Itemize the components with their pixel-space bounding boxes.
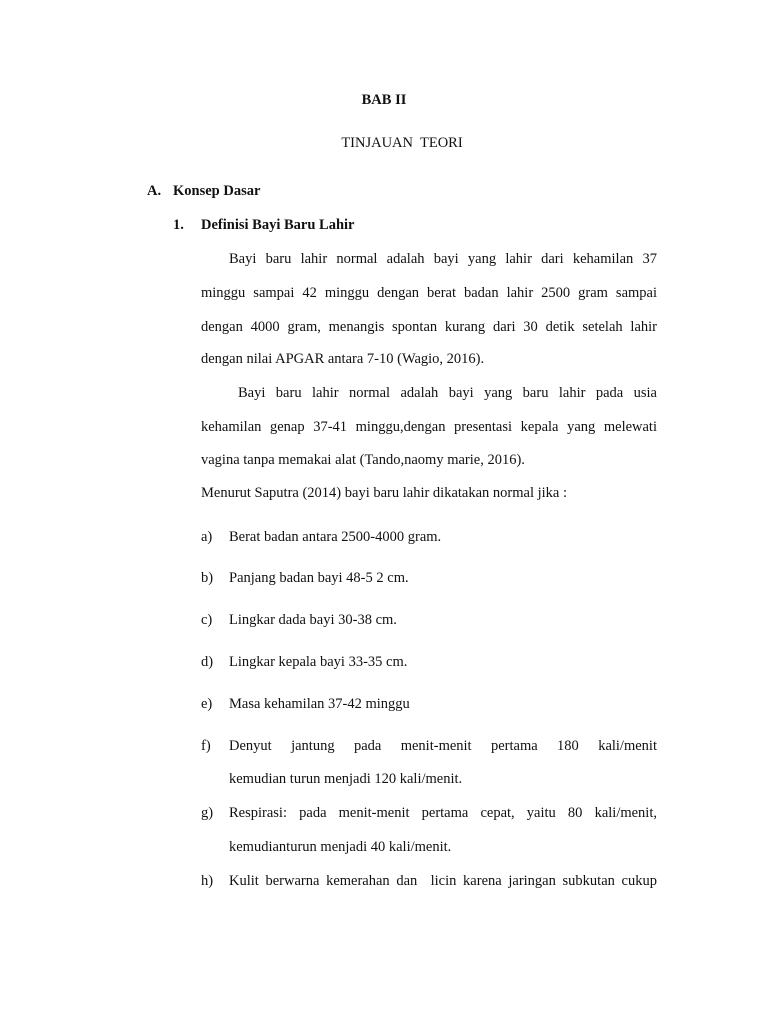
list-item-label: f): [201, 738, 211, 754]
chapter-title: TINJAUAN TEORI: [341, 135, 463, 151]
list-item-text: Berat badan antara 2500-4000 gram.: [229, 529, 442, 545]
list-item-text: Respirasi: pada menit-menit pertama cepat, yaitu 80 kali/menit,: [229, 805, 657, 821]
list-item-label: b): [201, 570, 214, 586]
para1-line4: dengan nilai APGAR antara 7-10 (Wagio, 2016).: [201, 351, 485, 367]
para1-line2: minggu sampai 42 minggu dengan berat badan lahir 2500 gram sampai: [201, 285, 657, 301]
list-item-label: d): [201, 654, 214, 670]
list-item-text: Lingkar kepala bayi 33-35 cm.: [229, 654, 408, 670]
chapter-heading: BAB II: [361, 92, 407, 108]
list-item-label: h): [201, 873, 214, 889]
para2-line2: kehamilan genap 37-41 minggu,dengan presentasi kepala yang melewati: [201, 419, 657, 435]
list-item-text: Kulit berwarna kemerahan dan licin karena jaringan subkutan cukup: [229, 873, 657, 889]
list-item-text-cont: kemudianturun menjadi 40 kali/menit.: [229, 839, 452, 855]
list-item-label: e): [201, 696, 213, 712]
list-item-text: Panjang badan bayi 48-5 2 cm.: [229, 570, 409, 586]
subsection-title: Definisi Bayi Baru Lahir: [201, 217, 355, 233]
list-item-text: Denyut jantung pada menit-menit pertama 180 kali/menit: [229, 738, 657, 754]
list-item-text-cont: kemudian turun menjadi 120 kali/menit.: [229, 771, 463, 787]
subsection-label: 1.: [173, 217, 184, 233]
para2-line3: vagina tanpa memakai alat (Tando,naomy marie, 2016).: [201, 452, 525, 468]
list-item-label: c): [201, 612, 213, 628]
list-item-label: g): [201, 805, 214, 821]
section-label: A.: [147, 183, 162, 199]
list-item-label: a): [201, 529, 213, 545]
para1-line3: dengan 4000 gram, menangis spontan kurang dari 30 detik setelah lahir: [201, 319, 657, 335]
list-item-text: Masa kehamilan 37-42 minggu: [229, 696, 410, 712]
para2-line1: Bayi baru lahir normal adalah bayi yang baru lahir pada usia: [238, 385, 657, 401]
para1-line1: Bayi baru lahir normal adalah bayi yang lahir dari kehamilan 37: [229, 251, 657, 267]
section-title: Konsep Dasar: [173, 183, 261, 199]
list-item-text: Lingkar dada bayi 30-38 cm.: [229, 612, 397, 628]
list-intro: Menurut Saputra (2014) bayi baru lahir dikatakan normal jika :: [201, 485, 568, 501]
